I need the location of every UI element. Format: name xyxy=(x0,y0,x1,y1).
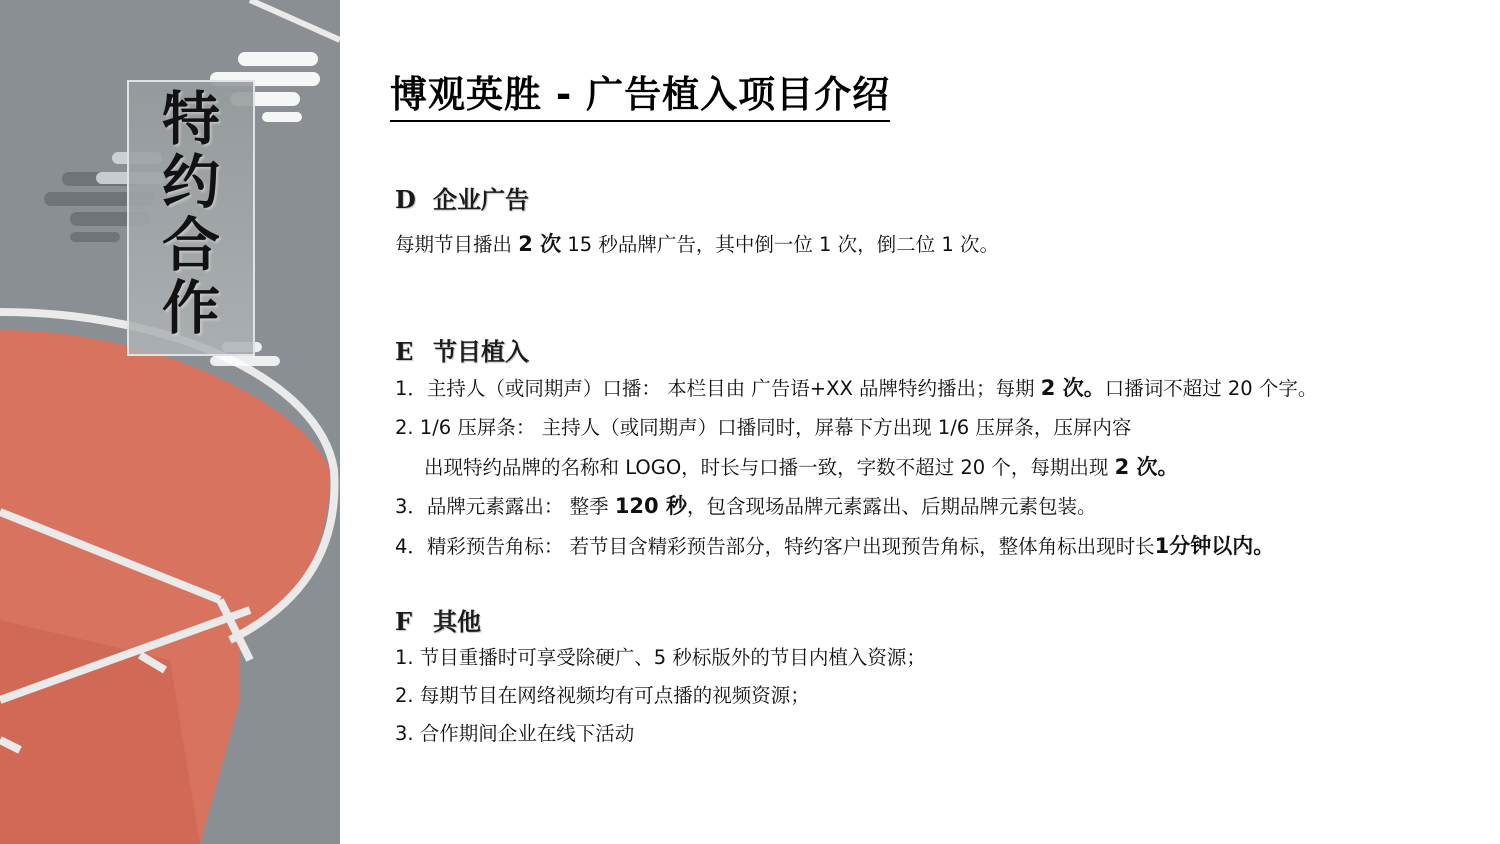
section-f-item-2: 2. 每期节目在网络视频均有可点播的视频资源； xyxy=(395,684,810,707)
banner-char: 作 xyxy=(161,274,220,342)
section-d-heading xyxy=(395,180,529,215)
text-segment: 出现特约品牌的名称和 LOGO，时长与口播一致，字数不超过 20 个，每期出现 xyxy=(424,456,1115,479)
banner-char: 合 xyxy=(161,211,220,279)
section-e-item-4 xyxy=(395,530,1274,560)
banner-title xyxy=(129,85,253,342)
vertical-banner xyxy=(127,80,255,356)
text-segment: 口播词不超过 20 个字。 xyxy=(1104,377,1318,400)
banner-char: 约 xyxy=(161,148,220,216)
section-letter: F xyxy=(395,607,413,636)
bold-segment: 2 次。 xyxy=(1114,455,1179,479)
section-title: 其他 xyxy=(433,607,481,636)
section-e-item-2: 2. 1/6 压屏条： 主持人（或同期声）口播同时，屏幕下方出现 1/6 压屏条，压屏内容 xyxy=(395,416,1132,439)
text-segment: 1．主持人（或同期声）口播： 本栏目由 广告语+XX 品牌特约播出；每期 xyxy=(395,377,1041,400)
section-e-item-3 xyxy=(395,490,1096,520)
page-title: 博观英胜 - 广告植入项目介绍 xyxy=(390,64,890,122)
court-background-image xyxy=(0,0,340,844)
text-segment: 15 秒品牌广告，其中倒一位 1 次，倒二位 1 次。 xyxy=(561,233,999,256)
section-title: 企业广告 xyxy=(433,185,529,214)
section-d-text xyxy=(395,228,999,258)
text-segment: 3．品牌元素露出： 整季 xyxy=(395,495,615,518)
bold-segment: 2 次 xyxy=(518,232,562,256)
section-f-item-1: 1. 节目重播时可享受除硬广、5 秒标版外的节目内植入资源； xyxy=(395,646,926,669)
bold-segment: 1分钟以内。 xyxy=(1154,534,1275,558)
bold-segment: 2 次。 xyxy=(1040,376,1105,400)
section-e-item-2-cont xyxy=(424,451,1179,481)
text-segment: 4．精彩预告角标： 若节目含精彩预告部分，特约客户出现预告角标，整体角标出现时长 xyxy=(395,535,1155,558)
section-e-item-1 xyxy=(395,372,1317,402)
banner-char: 特 xyxy=(161,85,220,153)
section-letter: E xyxy=(395,337,414,366)
text-segment: ，包含现场品牌元素露出、后期品牌元素包装。 xyxy=(686,495,1097,518)
section-e-heading xyxy=(395,332,529,367)
section-f-item-3: 3. 合作期间企业在线下活动 xyxy=(395,722,635,745)
bold-segment: 120 秒 xyxy=(614,494,687,518)
text-segment: 每期节目播出 xyxy=(395,233,519,256)
section-letter: D xyxy=(395,185,416,214)
section-f-heading xyxy=(395,602,481,637)
section-title: 节目植入 xyxy=(433,337,529,366)
